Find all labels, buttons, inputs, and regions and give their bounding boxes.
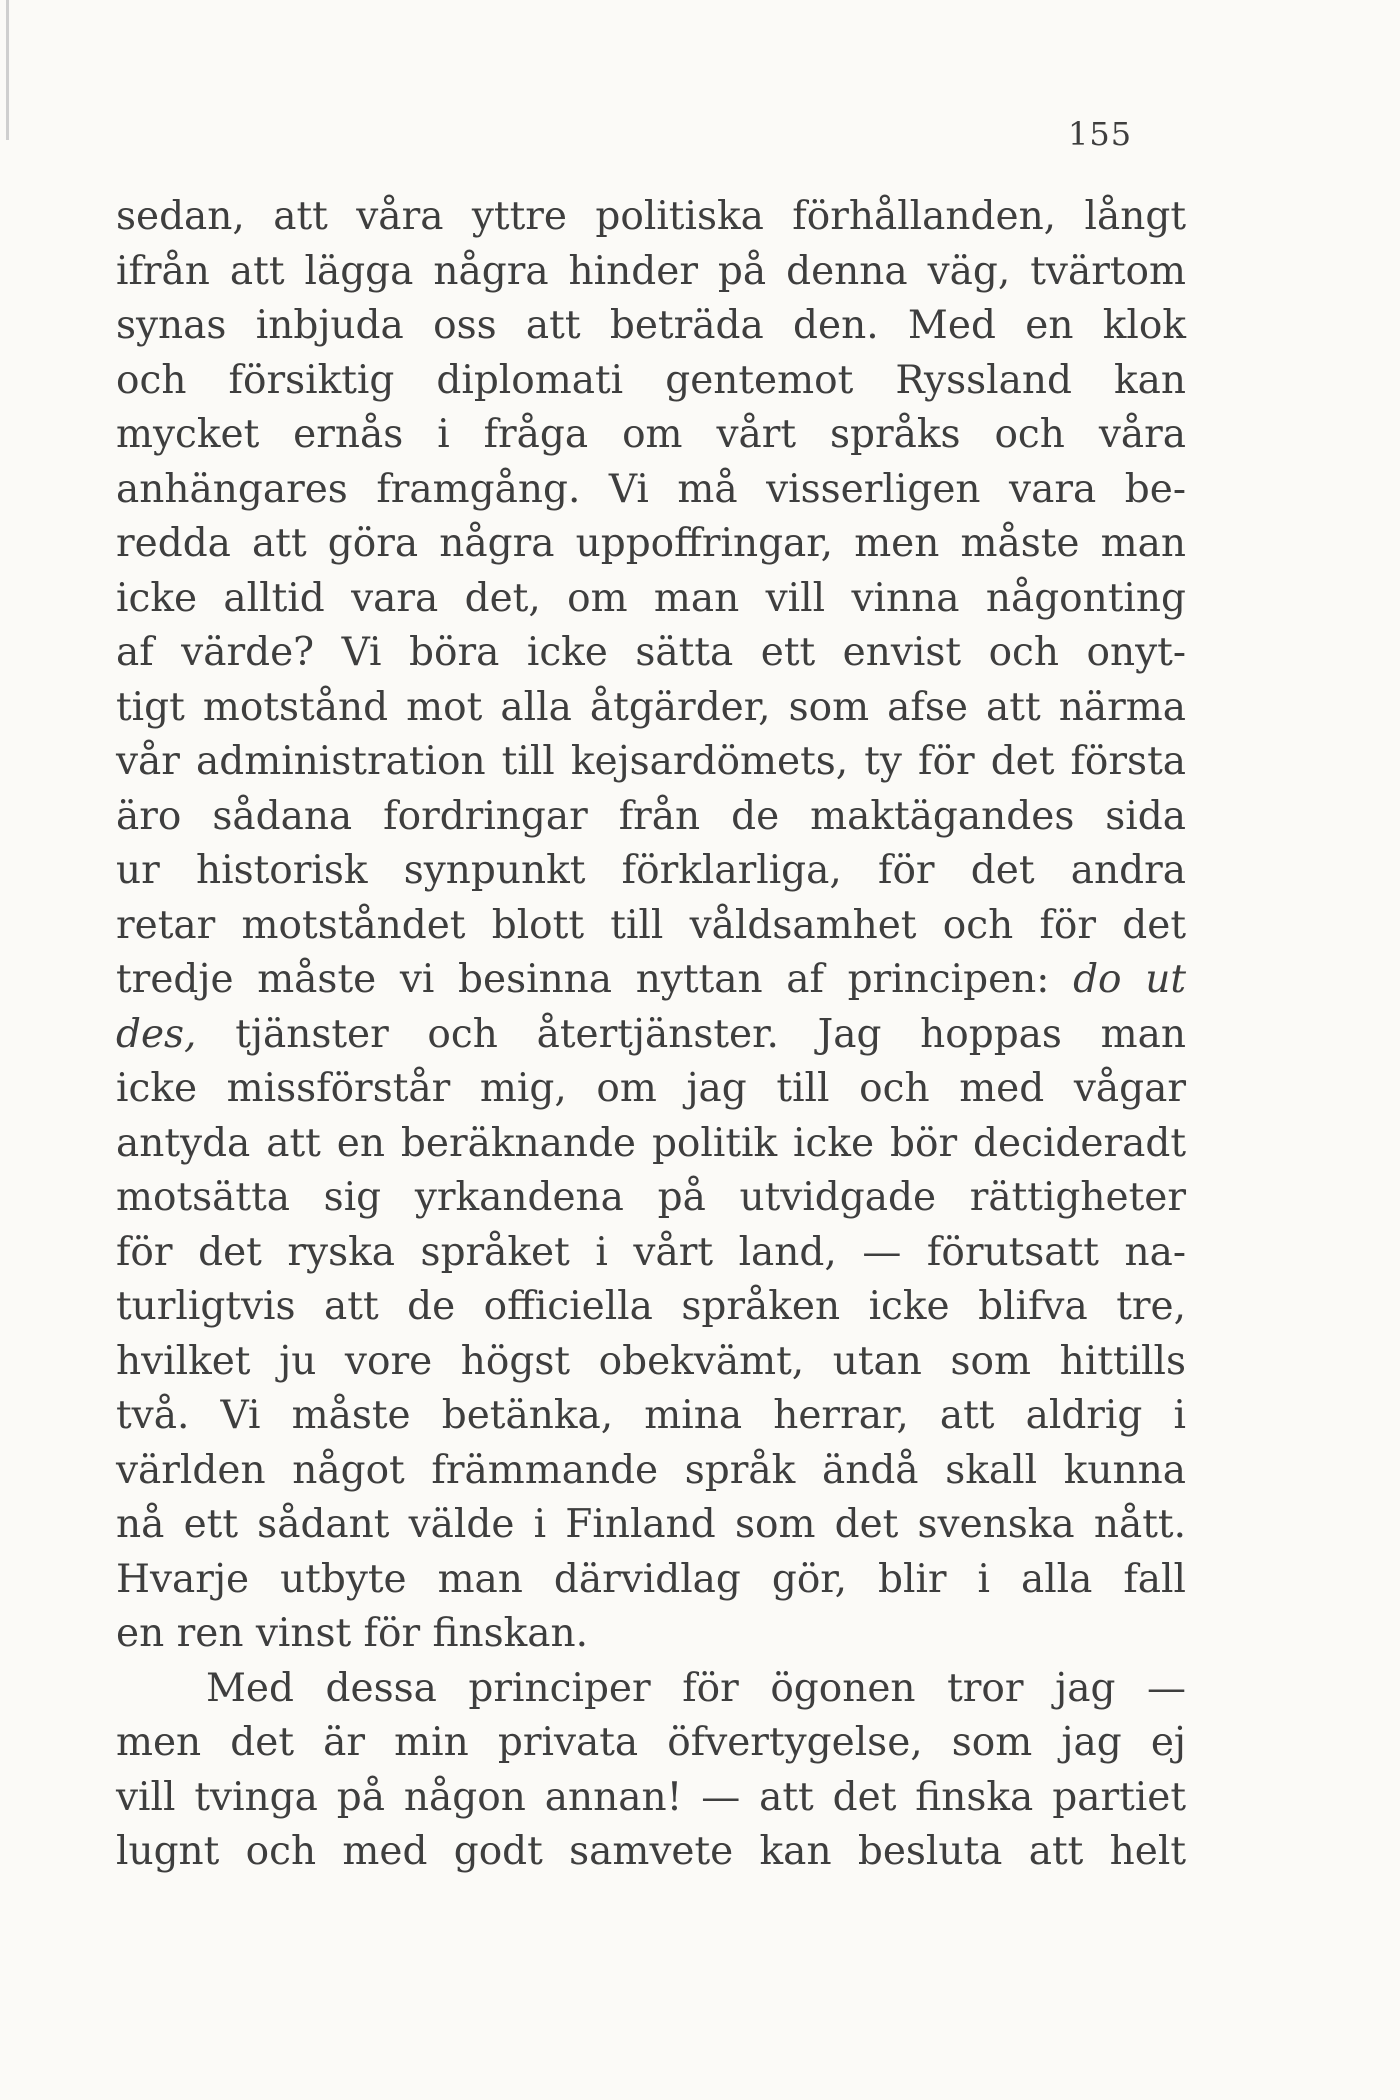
- text-line: ifrån att lägga några hinder på denna väg, tvärtom: [116, 248, 1186, 294]
- text-line: vår administration till kejsardömets, ty för det första: [116, 739, 1186, 784]
- text-line: icke alltid vara det, om man vill vinna någonting: [116, 575, 1186, 621]
- page-edge: [6, 0, 9, 140]
- text-line: två. Vi måste betänka, mina herrar, att aldrig i: [116, 1393, 1186, 1438]
- text-line: hvilket ju vore högst obekvämt, utan som hittills: [116, 1338, 1186, 1384]
- text-line: sedan, att våra yttre politiska förhållanden, långt: [116, 194, 1186, 239]
- text-line: motsätta sig yrkandena på utvidgade rättigheter: [116, 1175, 1186, 1220]
- text-line: Hvarje utbyte man därvidlag gör, blir i alla fall: [116, 1556, 1186, 1602]
- text-line: äro sådana fordringar från de maktägandes sida: [116, 793, 1186, 839]
- text-line: antyda att en beräknande politik icke bör decideradt: [116, 1120, 1186, 1166]
- page-number: 155: [1068, 115, 1133, 153]
- text-line: en ren vinst för finskan.: [116, 1611, 589, 1656]
- text-line: [116, 953, 1186, 1008]
- text-line: för det ryska språket i vårt land, — förutsatt na-: [116, 1229, 1186, 1275]
- text-segment: tredje måste vi besinna nyttan af principen:: [116, 957, 1050, 1002]
- body-text: [116, 190, 1186, 1880]
- text-line: retar motståndet blott till våldsamhet och för det: [116, 902, 1186, 948]
- text-line: vill tvinga på någon annan! — att det finska partiet: [116, 1774, 1186, 1820]
- text-line: och försiktig diplomati gentemot Ryssland kan: [116, 357, 1186, 403]
- text-line: Med dessa principer för ögonen tror jag —: [206, 1665, 1186, 1711]
- text-line: nå ett sådant välde i Finland som det svenska nått.: [116, 1502, 1186, 1547]
- text-line: af värde? Vi böra icke sätta ett envist och onyt-: [116, 630, 1186, 675]
- text-line: turligtvis att de officiella språken icke blifva tre,: [116, 1284, 1186, 1329]
- text-line: lugnt och med godt samvete kan besluta att helt: [116, 1829, 1186, 1874]
- text-segment: tjänster och återtjänster. Jag hoppas man: [235, 1011, 1186, 1057]
- text-line: ur historisk synpunkt förklarliga, för det andra: [116, 848, 1186, 893]
- text-line: [116, 1008, 1186, 1063]
- text-line: synas inbjuda oss att beträda den. Med en klok: [116, 303, 1186, 348]
- text-line: men det är min privata öfvertygelse, som jag ej: [116, 1720, 1186, 1765]
- text-line: världen något främmande språk ändå skall kunna: [116, 1447, 1186, 1493]
- text-line: anhängares framgång. Vi må visserligen vara be-: [116, 466, 1186, 512]
- italic-phrase: do ut: [1073, 957, 1186, 1002]
- text-line: tigt motstånd mot alla åtgärder, som afse att närma: [116, 684, 1186, 730]
- text-line: icke missförstår mig, om jag till och med vågar: [116, 1066, 1186, 1111]
- italic-phrase: des,: [116, 1011, 197, 1057]
- text-line: redda att göra några uppoffringar, men måste man: [116, 521, 1186, 566]
- text-line: mycket ernås i fråga om vårt språks och våra: [116, 412, 1186, 457]
